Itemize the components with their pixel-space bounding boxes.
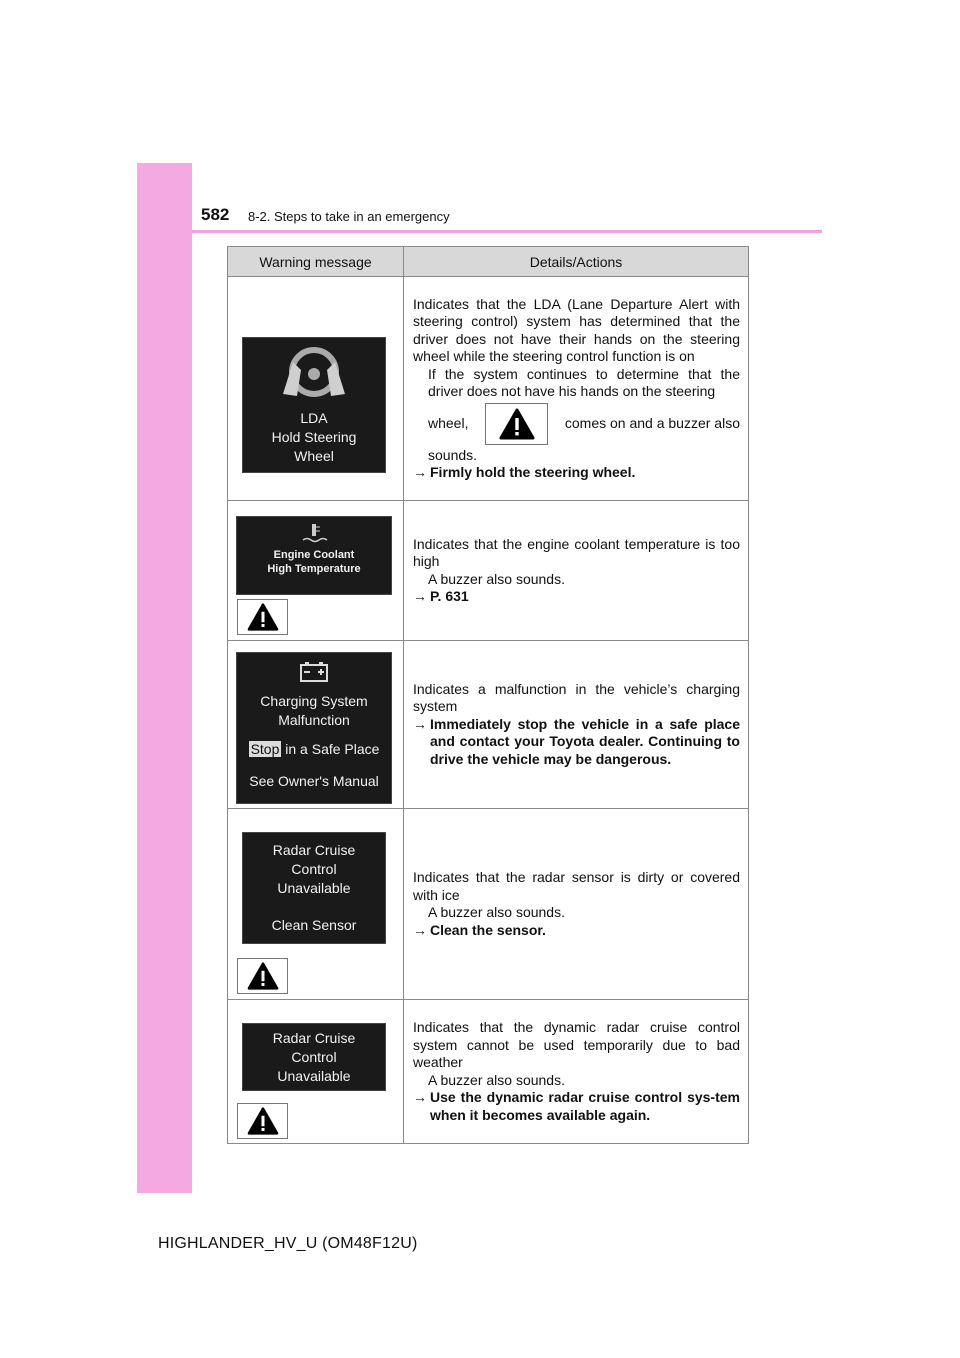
detail-note: A buzzer also sounds.	[428, 570, 565, 587]
details-cell	[404, 809, 749, 1000]
warning-cell	[228, 277, 404, 501]
detail-text: Indicates a malfunction in the vehicle’s charging system	[413, 680, 740, 715]
display-line: Unavailable	[277, 1068, 351, 1084]
coolant-display	[237, 517, 391, 594]
column-header-warning: Warning message	[228, 247, 404, 277]
warning-cell	[228, 641, 404, 809]
lda-display	[243, 338, 385, 472]
radar-cruise-display	[243, 1024, 385, 1090]
detail-action: Firmly hold the steering wheel.	[430, 464, 636, 480]
display-line: LDA	[300, 410, 328, 426]
detail-action: Use the dynamic radar cruise control sys-tem when it becomes available again.	[430, 1089, 740, 1123]
display-line: Radar Cruise	[272, 1030, 356, 1046]
display-line: Unavailable	[277, 880, 351, 896]
display-line: Clean Sensor	[271, 917, 357, 933]
display-line: Control	[291, 861, 337, 877]
detail-note: comes on and a buzzer also	[564, 414, 740, 431]
table-row	[228, 501, 749, 641]
section-title: 8-2. Steps to take in an emergency	[248, 209, 450, 224]
warning-cell	[228, 809, 404, 1000]
detail-note: A buzzer also sounds.	[428, 1071, 565, 1088]
detail-note: sounds.	[428, 446, 478, 463]
details-cell	[404, 641, 749, 809]
detail-text: Indicates that the engine coolant temperature is too high	[413, 535, 740, 569]
column-header-details: Details/Actions	[404, 247, 749, 277]
detail-text: Indicates that the LDA (Lane Departure Alert with steering control) system has determined that the driver does not have their hands on the steering wheel while the steering control function is on	[413, 295, 740, 364]
warning-triangle-icon	[237, 958, 288, 994]
steering-wheel-icon	[269, 344, 359, 406]
arrow-icon: →	[413, 715, 427, 732]
document-footer: HIGHLANDER_HV_U (OM48F12U)	[158, 1235, 418, 1252]
display-line: Radar Cruise	[272, 842, 356, 858]
display-line: Hold Steering	[271, 429, 357, 445]
warning-cell	[228, 1000, 404, 1144]
table-row	[228, 277, 749, 501]
charging-display	[237, 653, 391, 803]
detail-note: If the system continues to determine that the driver does not have his hands on the steering	[428, 365, 740, 399]
display-line: High Temperature	[267, 563, 361, 575]
detail-action: P. 631	[430, 588, 469, 604]
table-row	[228, 641, 749, 809]
display-line: Wheel	[294, 448, 334, 464]
display-line: in a Safe Place	[285, 741, 380, 757]
detail-text: Indicates that the dynamic radar cruise control system cannot be used temporarily due to bad weather	[413, 1019, 740, 1070]
display-line: Control	[291, 1049, 337, 1065]
warning-triangle-icon	[237, 599, 288, 635]
warning-cell	[228, 501, 404, 641]
arrow-icon: →	[413, 588, 427, 604]
detail-action: Immediately stop the vehicle in a safe place and contact your Toyota dealer. Continuing to drive the vehicle may be dangerous.	[430, 715, 740, 767]
detail-note: wheel,	[428, 414, 469, 431]
table-row	[228, 809, 749, 1000]
display-line: Engine Coolant	[273, 549, 355, 561]
arrow-icon: →	[413, 464, 427, 480]
coolant-temperature-icon	[300, 523, 328, 545]
details-cell	[404, 1000, 749, 1144]
detail-note: A buzzer also sounds.	[428, 904, 565, 920]
display-line: Malfunction	[278, 712, 350, 728]
page-number: 582	[201, 205, 230, 224]
stop-label: Stop	[250, 741, 280, 757]
detail-text: Indicates that the radar sensor is dirty or covered with ice	[413, 869, 740, 903]
warning-triangle-icon	[485, 403, 548, 445]
chapter-tab	[137, 163, 192, 1193]
display-line: See Owner's Manual	[249, 773, 379, 789]
header-rule	[192, 230, 822, 233]
warning-table	[227, 246, 749, 1144]
arrow-icon: →	[413, 921, 427, 938]
detail-action: Clean the sensor.	[430, 921, 546, 938]
display-line: Charging System	[260, 693, 368, 709]
radar-cruise-display	[243, 833, 385, 943]
table-row	[228, 1000, 749, 1144]
details-cell	[404, 277, 749, 501]
battery-icon	[299, 661, 329, 683]
arrow-icon: →	[413, 1089, 427, 1105]
warning-triangle-icon	[237, 1103, 288, 1139]
details-cell	[404, 501, 749, 641]
